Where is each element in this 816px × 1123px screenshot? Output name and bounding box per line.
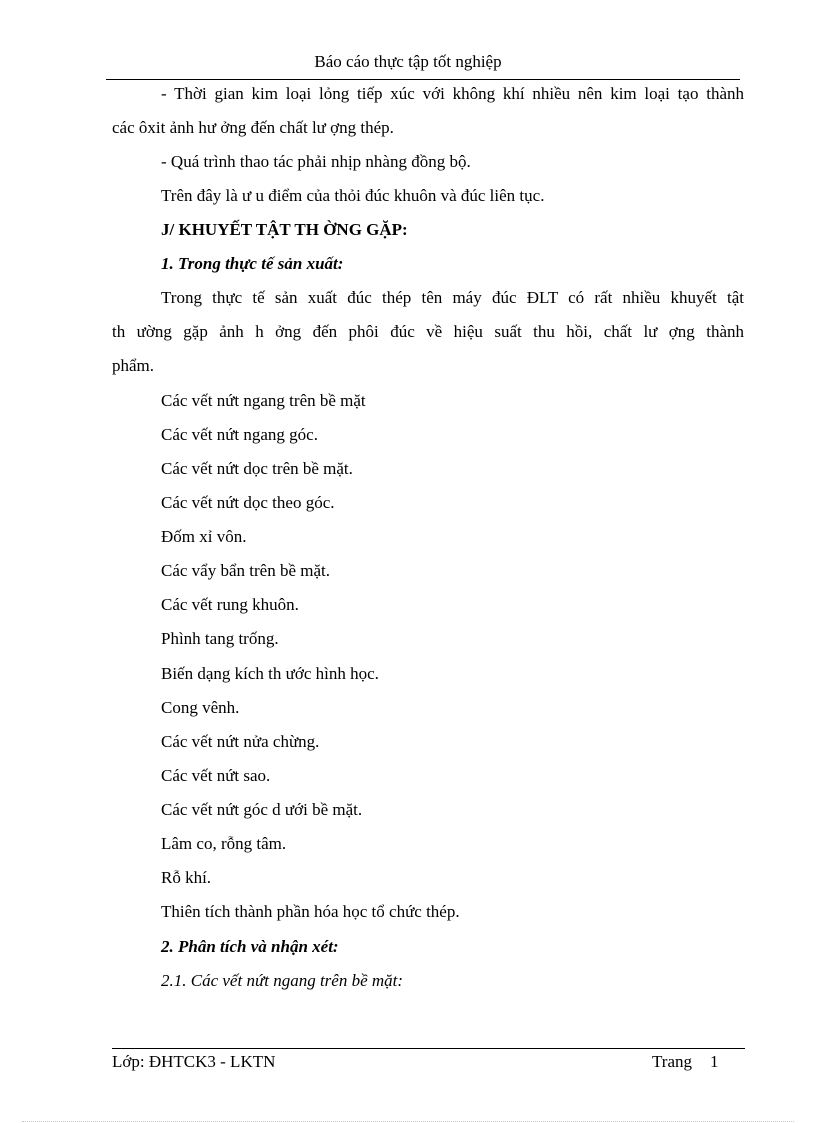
paragraph-line: th ường gặp ảnh h ởng đến phôi đúc về hiệu suất thu hồi, chất lư ợng thành bbox=[112, 322, 744, 341]
page-label: Trang bbox=[652, 1052, 692, 1071]
defect-list-item: Cong vênh. bbox=[161, 698, 240, 717]
defect-list-item: Lâm co, rỗng tâm. bbox=[161, 834, 287, 853]
footer-page-info bbox=[652, 1052, 719, 1072]
subsubsection-heading: 2.1. Các vết nứt ngang trên bề mặt: bbox=[161, 971, 404, 990]
defect-list-item: Các vết nứt nửa chừng. bbox=[161, 732, 320, 751]
subsection-heading: 1. Trong thực tế sản xuất: bbox=[161, 254, 344, 273]
footer-rule bbox=[112, 1048, 745, 1049]
defect-list-item: Các vết nứt ngang trên bề mặt bbox=[161, 391, 366, 410]
subsection-heading: 2. Phân tích và nhận xét: bbox=[161, 937, 339, 956]
defect-list-item: Phình tang trống. bbox=[161, 629, 279, 648]
defect-list-item: Các vết nứt góc d ưới bề mặt. bbox=[161, 800, 363, 819]
defect-list-item: Các vết nứt ngang góc. bbox=[161, 425, 318, 444]
page-number: 1 bbox=[710, 1052, 719, 1071]
footer-class-label: Lớp: ĐHTCK3 - LKTN bbox=[112, 1052, 276, 1071]
paragraph-line: - Thời gian kim loại lỏng tiếp xúc với không khí nhiều nên kim loại tạo thành bbox=[161, 84, 744, 103]
paragraph-line: các ôxit ảnh hư ởng đến chất lư ợng thép. bbox=[112, 118, 394, 137]
defect-list-item: Rỗ khí. bbox=[161, 868, 212, 887]
page-edge bbox=[22, 1121, 794, 1122]
page-header-title: Báo cáo thực tập tốt nghiệp bbox=[314, 52, 502, 71]
paragraph-line: phẩm. bbox=[112, 356, 155, 375]
header-rule bbox=[106, 79, 740, 80]
defect-list-item: Các vết rung khuôn. bbox=[161, 595, 299, 614]
defect-list-item: Các vẩy bẩn trên bề mặt. bbox=[161, 561, 330, 580]
defect-list-item: Đốm xỉ vôn. bbox=[161, 527, 247, 546]
defect-list-item: Biến dạng kích th ước hình học. bbox=[161, 664, 379, 683]
paragraph-line: Trong thực tế sản xuất đúc thép tên máy đúc ĐLT có rất nhiều khuyết tật bbox=[161, 288, 744, 307]
paragraph-line: Trên đây là ư u điểm của thỏi đúc khuôn và đúc liên tục. bbox=[161, 186, 545, 205]
section-heading: J/ KHUYẾT TẬT TH ỜNG GẶP: bbox=[161, 220, 408, 239]
defect-list-item: Các vết nứt dọc theo góc. bbox=[161, 493, 335, 512]
defect-list-item: Thiên tích thành phần hóa học tổ chức thép. bbox=[161, 902, 460, 921]
paragraph-line: - Quá trình thao tác phải nhịp nhàng đồng bộ. bbox=[161, 152, 471, 171]
defect-list-item: Các vết nứt sao. bbox=[161, 766, 271, 785]
defect-list-item: Các vết nứt dọc trên bề mặt. bbox=[161, 459, 353, 478]
